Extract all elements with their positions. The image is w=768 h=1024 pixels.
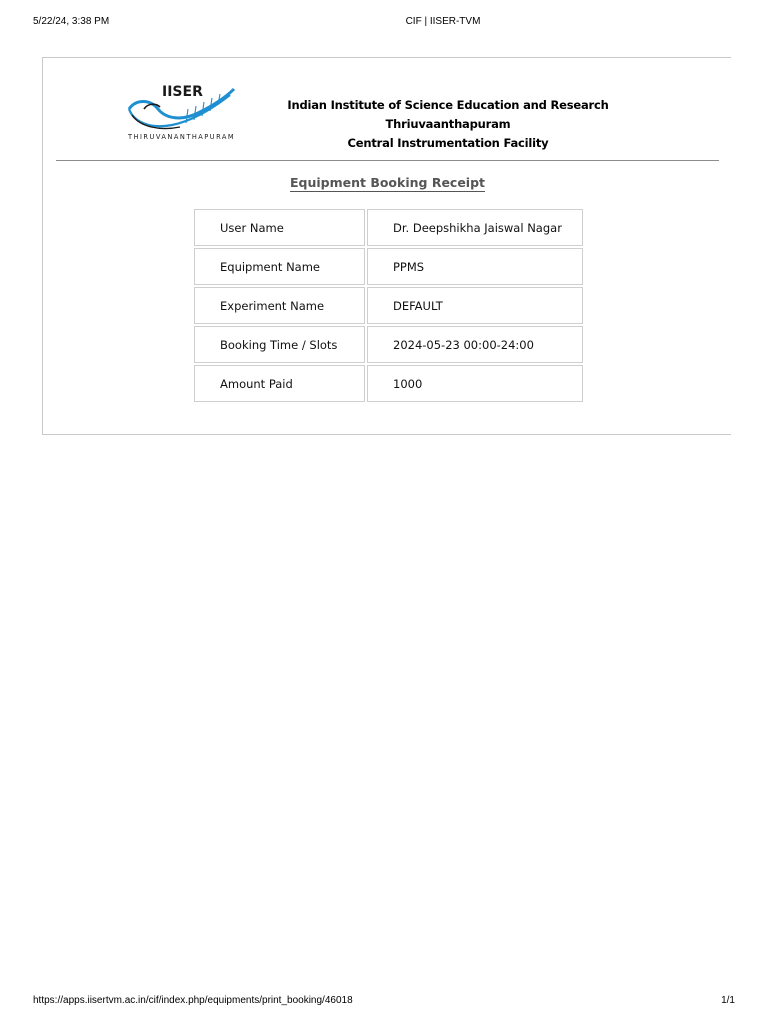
header-divider (56, 160, 719, 161)
table-row (194, 326, 583, 363)
logo-acronym: IISER (162, 84, 203, 100)
row-value: 2024-05-23 00:00-24:00 (367, 326, 583, 363)
receipt-table (192, 207, 585, 404)
row-value: Dr. Deepshikha Jaiswal Nagar (367, 209, 583, 246)
row-value: PPMS (367, 248, 583, 285)
print-header (0, 16, 768, 30)
print-page-title: CIF | IISER-TVM (405, 16, 481, 27)
print-datetime: 5/22/24, 3:38 PM (33, 16, 110, 27)
row-value: 1000 (367, 365, 583, 402)
print-footer (0, 995, 768, 1009)
logo-place: THIRUVANANTHAPURAM (128, 133, 236, 141)
row-label: Amount Paid (194, 365, 365, 402)
facility-name: Central Instrumentation Facility (347, 136, 549, 150)
table-row (194, 248, 583, 285)
row-label: Experiment Name (194, 287, 365, 324)
receipt-title-text: Equipment Booking Receipt (289, 175, 486, 190)
institute-header (238, 96, 658, 153)
row-label: Equipment Name (194, 248, 365, 285)
print-page-number: 1/1 (721, 995, 735, 1006)
row-label: User Name (194, 209, 365, 246)
receipt-title (43, 175, 732, 190)
table-row (194, 209, 583, 246)
row-label: Booking Time / Slots (194, 326, 365, 363)
table-row (194, 365, 583, 402)
receipt-card (42, 57, 731, 435)
print-url: https://apps.iisertvm.ac.in/cif/index.php/equipments/print_booking/46018 (33, 995, 353, 1006)
table-row (194, 287, 583, 324)
row-value: DEFAULT (367, 287, 583, 324)
iiser-logo (126, 79, 238, 141)
institute-name: Indian Institute of Science Education and Research Thriuvaanthapuram (287, 98, 609, 131)
